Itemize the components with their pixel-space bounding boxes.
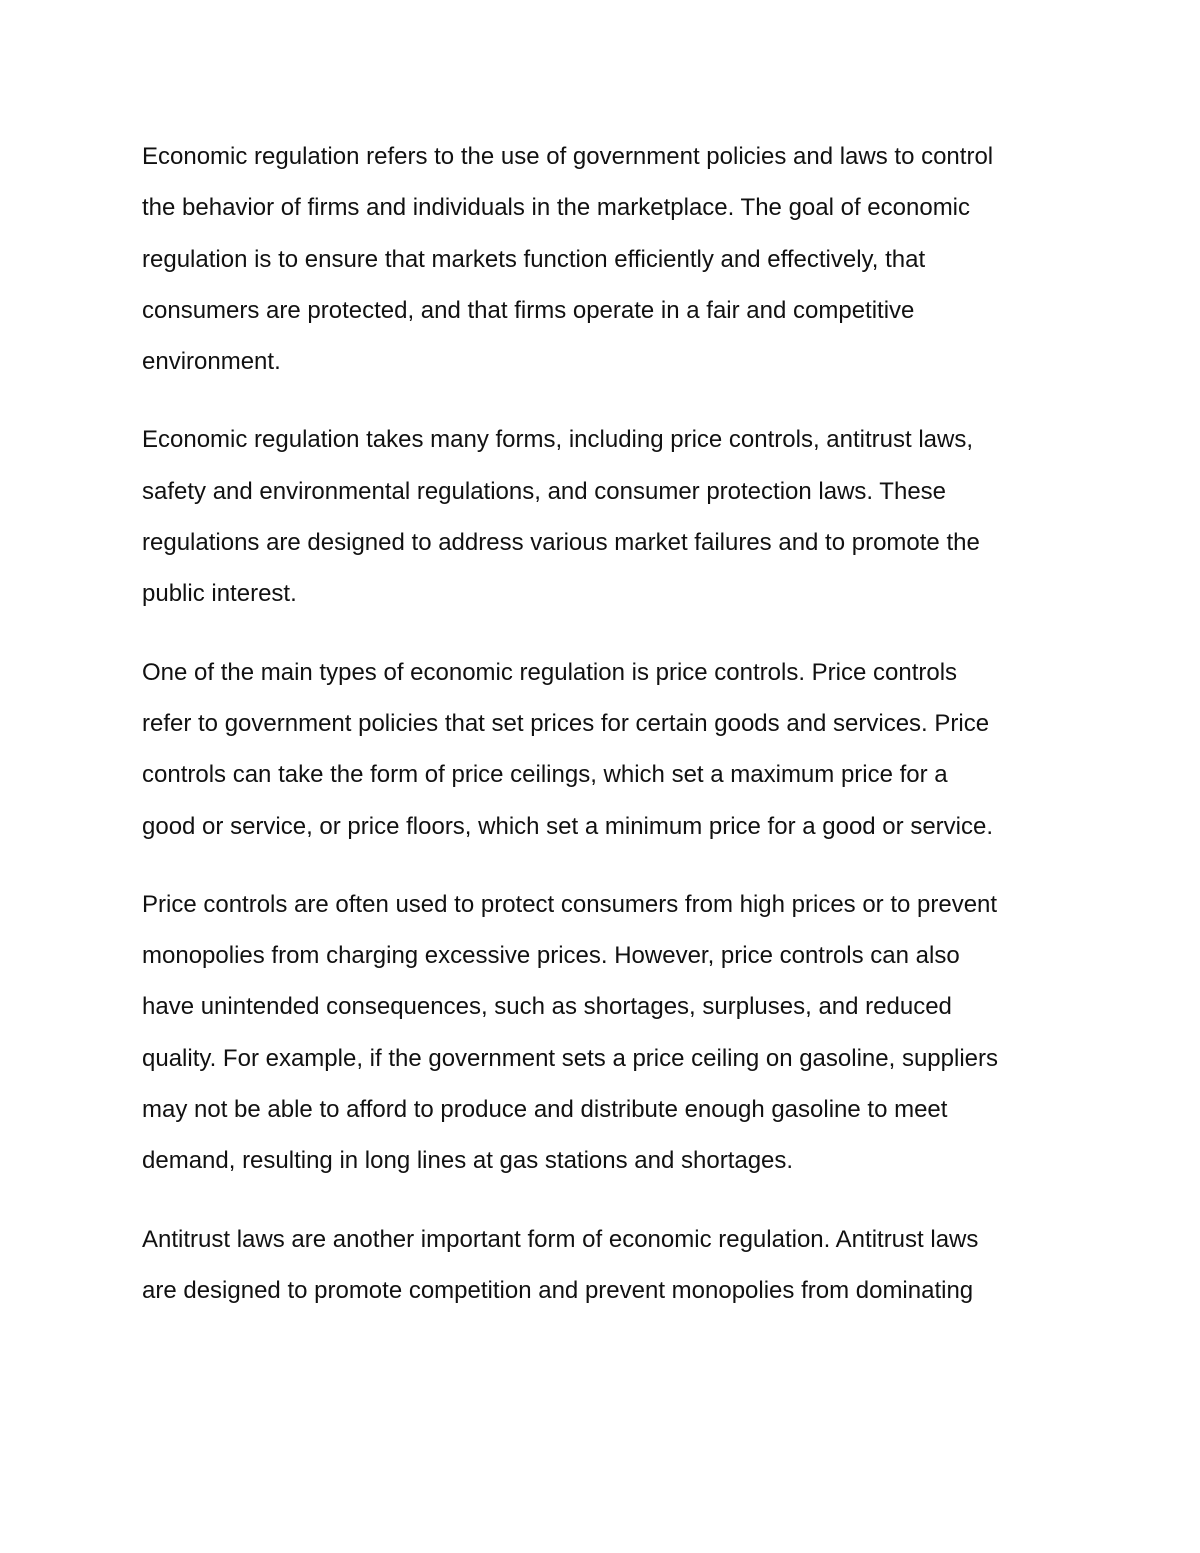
text-line: Antitrust laws are another important form of economic regulation. Antitrust laws — [142, 1225, 979, 1253]
paragraph-5 — [142, 1214, 1062, 1317]
text-line: demand, resulting in long lines at gas stations and shortages. — [142, 1147, 794, 1175]
paragraph-3 — [142, 647, 1062, 852]
text-line: regulation is to ensure that markets function efficiently and effectively, that — [142, 245, 926, 273]
text-line: environment. — [142, 348, 281, 376]
text-line: monopolies from charging excessive prices. However, price controls can also — [142, 942, 960, 970]
text-line: have unintended consequences, such as shortages, surpluses, and reduced — [142, 993, 952, 1021]
text-line: Economic regulation takes many forms, including price controls, antitrust laws, — [142, 426, 974, 454]
text-line: consumers are protected, and that firms operate in a fair and competitive — [142, 296, 915, 324]
paragraph-4 — [142, 879, 1062, 1187]
paragraph-2 — [142, 414, 1062, 619]
text-line: controls can take the form of price ceilings, which set a maximum price for a — [142, 761, 948, 789]
text-line: regulations are designed to address various market failures and to promote the — [142, 529, 980, 557]
text-line: safety and environmental regulations, and consumer protection laws. These — [142, 477, 947, 505]
text-line: refer to government policies that set prices for certain goods and services. Price — [142, 709, 990, 737]
text-line: may not be able to afford to produce and distribute enough gasoline to meet — [142, 1096, 948, 1124]
document-body — [142, 131, 1062, 1343]
text-line: One of the main types of economic regulation is price controls. Price controls — [142, 658, 958, 686]
text-line: quality. For example, if the government sets a price ceiling on gasoline, suppliers — [142, 1044, 998, 1072]
text-line: the behavior of firms and individuals in the marketplace. The goal of economic — [142, 194, 971, 222]
text-line: Economic regulation refers to the use of government policies and laws to control — [142, 143, 994, 170]
text-line: are designed to promote competition and prevent monopolies from dominating — [142, 1276, 974, 1304]
text-line: good or service, or price floors, which set a minimum price for a good or service. — [142, 812, 994, 840]
paragraph-1 — [142, 131, 1062, 387]
text-line: Price controls are often used to protect consumers from high prices or to prevent — [142, 890, 998, 918]
text-line: public interest. — [142, 580, 297, 608]
